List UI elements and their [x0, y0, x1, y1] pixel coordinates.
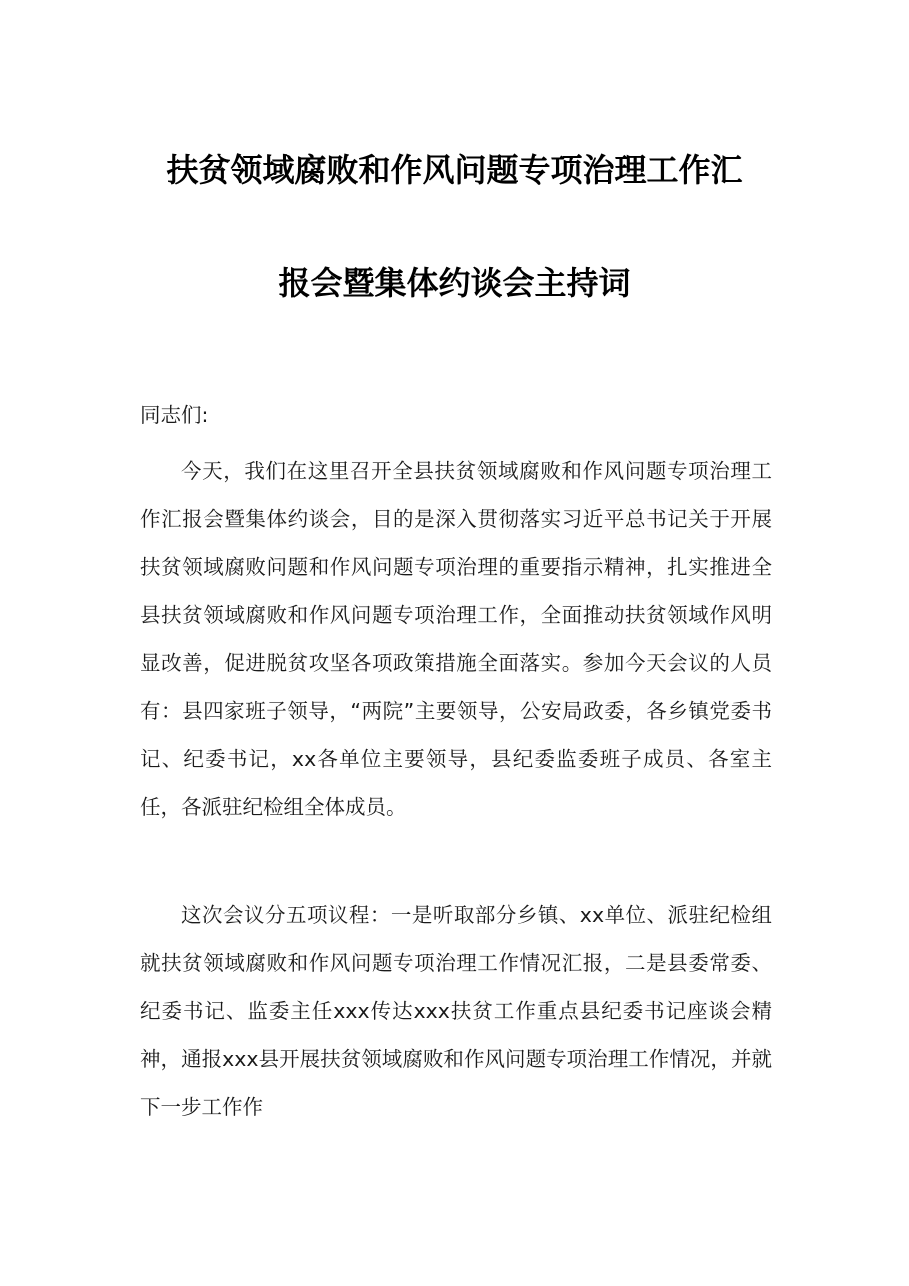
paragraph-2: 这次会议分五项议程：一是听取部分乡镇、xx单位、派驻纪检组就扶贫领域腐败和作风问题专项治理工作情况汇报，二是县委常委、纪委书记、监委主任xxx传达xxx扶贫工作重点县纪委书记座谈会精神，通报xxx县开展扶贫领域腐败和作风问题专项治理工作情况，并就下一步工作作: [140, 903, 772, 1119]
paragraph-1: 今天，我们在这里召开全县扶贫领域腐败和作风问题专项治理工作汇报会暨集体约谈会，目的是深入贯彻落实习近平总书记关于开展扶贫领域腐败问题和作风问题专项治理的重要指示精神，扎实推进全县扶贫领域腐败和作风问题专项治理工作，全面推动扶贫领域作风明显改善，促进脱贫攻坚各项政策措施全面落实。参加今天会议的人员有：县四家班子领导，“两院”主要领导，公安局政委，各乡镇党委书记、纪委书记，xx各单位主要领导，县纪委监委班子成员、各室主任，各派驻纪检组全体成员。: [140, 459, 772, 819]
document-title-line-2: 报会暨集体约谈会主持词: [278, 264, 631, 302]
document-title-line-1: 扶贫领域腐败和作风问题专项治理工作汇: [166, 151, 743, 189]
greeting: 同志们:: [140, 403, 209, 427]
